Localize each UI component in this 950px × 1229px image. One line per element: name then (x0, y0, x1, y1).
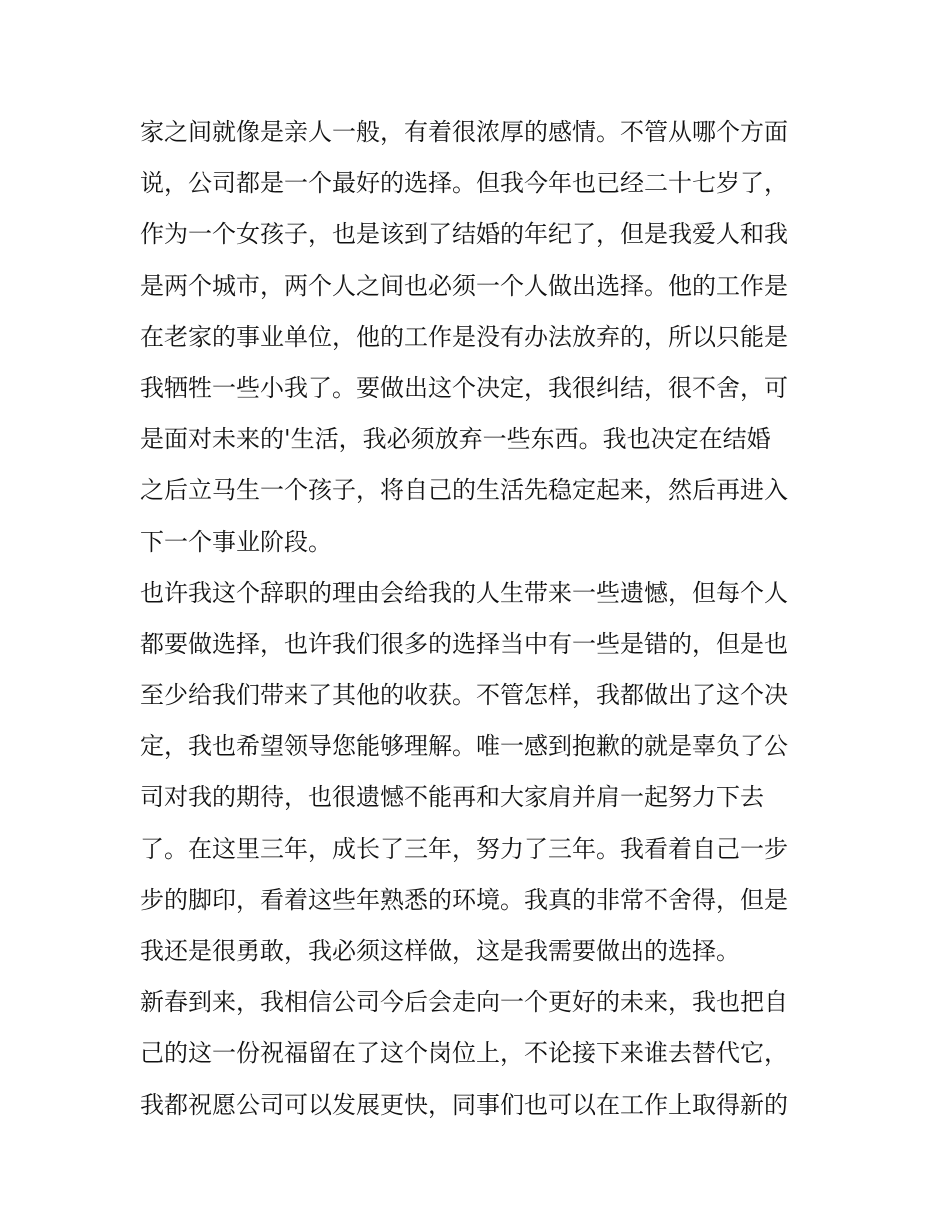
text-line: 新春到来，我相信公司今后会走向一个更好的未来，我也把自 (140, 988, 788, 1017)
text-line: 我还是很勇敢，我必须这样做，这是我需要做出的选择。 (140, 937, 740, 965)
text-line: 司对我的期待，也很遗憾不能再和大家肩并肩一起努力下去 (140, 783, 764, 812)
text-line: 说，公司都是一个最好的选择。但我今年也已经二十七岁了， (140, 169, 788, 198)
text-line: 己的这一份祝福留在了这个岗位上，不论接下来谁去替代它， (140, 1039, 788, 1068)
text-line: 在老家的事业单位，他的工作是没有办法放弃的，所以只能是 (140, 322, 788, 351)
document-body (140, 107, 820, 1131)
text-line: 作为一个女孩子，也是该到了结婚的年纪了，但是我爱人和我 (140, 220, 788, 249)
text-line: 步的脚印，看着这些年熟悉的环境。我真的非常不舍得，但是 (140, 885, 788, 914)
text-line: 都要做选择，也许我们很多的选择当中有一些是错的，但是也 (140, 629, 788, 658)
text-line: 我都祝愿公司可以发展更快，同事们也可以在工作上取得新的 (140, 1090, 788, 1119)
text-line: 也许我这个辞职的理由会给我的人生带来一些遗憾，但每个人 (140, 578, 788, 607)
text-line: 是面对未来的'生活，我必须放弃一些东西。我也决定在结婚 (140, 425, 771, 454)
text-line: 之后立马生一个孩子，将自己的生活先稳定起来，然后再进入 (140, 476, 788, 505)
text-line: 家之间就像是亲人一般，有着很浓厚的感情。不管从哪个方面 (140, 118, 788, 146)
text-line: 至少给我们带来了其他的收获。不管怎样，我都做出了这个决 (140, 681, 788, 710)
text-line: 了。在这里三年，成长了三年，努力了三年。我看着自己一步 (140, 834, 788, 863)
text-line: 定，我也希望领导您能够理解。唯一感到抱歉的就是辜负了公 (140, 732, 788, 761)
text-line: 是两个城市，两个人之间也必须一个人做出选择。他的工作是 (140, 271, 788, 300)
text-line: 下一个事业阶段。 (140, 527, 332, 556)
text-line: 我牺牲一些小我了。要做出这个决定，我很纠结，很不舍，可 (140, 373, 788, 402)
